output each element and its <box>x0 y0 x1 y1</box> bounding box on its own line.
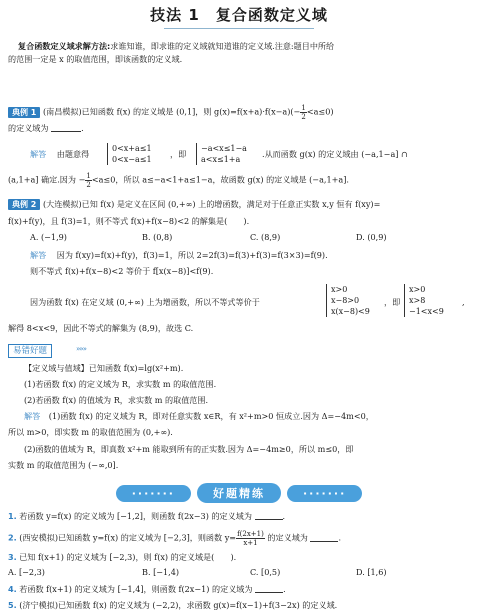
solution-label: 解答 <box>30 250 47 260</box>
example-2-line-2: f(x)+f(y)，且 f(3)=1，则不等式 f(x)+f(x−8)<2 的解集是( ). <box>8 216 250 226</box>
fraction-numerator: 1 <box>301 104 306 112</box>
example-2-solution-3b: ，即 <box>384 297 401 307</box>
intro-line-1: 求谁知谁，即求谁的定义域就知道谁的定义域.注意:题目中所给 <box>110 41 335 51</box>
example-3-solution-1a <box>24 410 470 423</box>
period: . <box>282 511 286 521</box>
page-title <box>0 4 478 29</box>
practice-section-header <box>0 482 478 503</box>
exercise-1-text: 若函数 y=f(x) 的定义域为 [−1,2]，则函数 f(2x−3) 的定义域为 <box>19 511 252 521</box>
period: . <box>81 123 84 133</box>
example-2-solution-2: 则不等式 f(x)+f(x−8)<2 等价于 f[x(x−8)]<f(9). <box>30 266 214 276</box>
solution-label: 解答 <box>30 149 47 159</box>
answer-blank <box>255 519 283 520</box>
exercise-3-option-b: B. [−1,4) <box>142 567 180 577</box>
solution-line-1: 因为 f(xy)=f(x)+f(y)，f(3)=1，所以 2=2f(3)=f(3)+f(3)=f(3×3)=f(9). <box>56 250 328 260</box>
system-a-row-2: x−8>0 <box>331 296 360 305</box>
answer-blank <box>255 592 283 593</box>
example-2-text-1: (大连模拟)已知 f(x) 是定义在区间 (0,+∞) 上的增函数，满足对于任意正实数 x,y 恒有 f(xy)= <box>42 199 381 209</box>
example-2-solution-1 <box>30 249 470 262</box>
solution-text-c-row <box>262 148 408 161</box>
example-1-solution-line-2 <box>8 172 470 189</box>
system-1-row-1: 0<x+a≤1 <box>112 144 152 153</box>
exercise-5 <box>8 599 470 612</box>
solution-text-b: ，即 <box>170 149 187 159</box>
exercise-2-text-b: 的定义域为 <box>267 532 308 543</box>
example-1-text-a: (南昌模拟)已知函数 f(x) 的定义域是 (0,1]，则 g(x)=f(x+a)·f(x−a)(− <box>42 106 301 117</box>
solution-label: 解答 <box>24 411 41 421</box>
right-dots-icon: ······· <box>287 485 362 502</box>
example-3-solution-2b: 实数 m 的取值范围为 (−∞,0]. <box>8 460 119 470</box>
intro-heading: 复合函数定义域求解方法: <box>18 41 111 51</box>
example-3-question-1: (1)若函数 f(x) 的定义域为 R，求实数 m 的取值范围. <box>24 379 217 389</box>
intro-line-2: 的范围一定是 x 的取值范围，即该函数的定义域. <box>8 54 183 64</box>
fraction-denominator: x+1 <box>243 539 258 547</box>
exercise-3 <box>8 551 470 564</box>
example-2-solution-4: 解得 8<x<9，因此不等式的解集为 (8,9)，故选 C. <box>8 323 194 333</box>
solution-line-1a: (1)函数 f(x) 的定义域为 R，即对任意实数 x∈R，有 x²+m>0 恒成立.因为 Δ=−4m<0， <box>48 411 374 421</box>
period: . <box>283 584 286 594</box>
title-underline <box>164 28 314 29</box>
practice-section-label: 好题精练 <box>197 483 281 503</box>
example-2-option-b: B. (0,8) <box>142 232 173 242</box>
fraction-numerator: 1 <box>86 172 91 180</box>
exercise-3-option-c: C. [0,5) <box>250 567 281 577</box>
system-a-row-3: x(x−8)<9 <box>331 307 370 316</box>
exercise-4-number: 4. <box>8 584 17 594</box>
exercise-2-text-a: (西安模拟)已知函数 y=f(x) 的定义域为 [−2,3]，则函数 y= <box>19 532 237 543</box>
example-3-title: 【定义域与值域】已知函数 f(x)=lg(x²+m). <box>24 363 184 373</box>
system-a <box>326 284 370 317</box>
solution-text-c: .从而函数 g(x) 的定义域由 (−a,1−a] ∩ <box>262 149 408 159</box>
example-3-question-2: (2)若函数 f(x) 的值域为 R，求实数 m 的取值范围. <box>24 395 209 405</box>
answer-blank <box>310 541 338 542</box>
page-title-text: 技法 1 复合函数定义域 <box>150 6 328 24</box>
exercise-2 <box>8 530 470 547</box>
system-2 <box>196 143 247 165</box>
example-3-solution-2a: (2)函数的值域为 R，即真数 x²+m 能取到所有的正实数.因为 Δ=−4m≥0，所以 m≤0，即 <box>24 444 354 454</box>
exercise-5-text: (济宁模拟)已知函数 f(x) 的定义域为 (−2,2)，求函数 g(x)=f(x−1)+f(3−2x) 的定义域. <box>19 600 338 610</box>
exercise-4-text: 若函数 f(x+1) 的定义域为 [−1,4]，则函数 f(2x−1) 的定义域为 <box>19 584 253 594</box>
exercise-3-number: 3. <box>8 552 17 562</box>
fraction-numerator: f(2x+1) <box>237 530 264 538</box>
left-dots-icon: ······· <box>116 485 191 502</box>
tag-arrows-icon: »»» <box>76 345 86 353</box>
example-2-solution-3c: , <box>462 297 465 307</box>
system-2-row-1: −a<x≤1−a <box>201 144 247 153</box>
example-2-option-a: A. (−1,9) <box>30 232 67 242</box>
exercise-3-option-d: D. [1,6) <box>356 567 387 577</box>
system-b-row-1: x>0 <box>409 285 426 294</box>
solution-2-text-b: <a≤0，所以 a≤−a<1+a≤1−a，故函数 g(x) 的定义域是 (−a,1+a]. <box>91 174 349 185</box>
example-2-solution-3a: 因为函数 f(x) 在定义域 (0,+∞) 上为增函数，所以不等式等价于 <box>30 297 260 307</box>
example-2-line-1 <box>8 198 470 211</box>
system-2-row-2: a<x≤1+a <box>201 155 241 164</box>
exercise-3-text: 已知 f(x+1) 的定义域为 [−2,3)，则 f(x) 的定义域是( ). <box>19 552 237 562</box>
system-b <box>404 284 444 317</box>
example-1-text-b: <a≤0) <box>306 106 334 117</box>
exercise-4 <box>8 583 470 596</box>
answer-blank <box>51 131 81 132</box>
solution-2-text-a: (a,1+a] 确定.因为 − <box>8 174 86 185</box>
error-prone-tag: 易错好题 <box>8 344 52 358</box>
exercise-2-fraction <box>236 530 265 547</box>
example-2-badge: 典例 2 <box>8 199 40 210</box>
exercise-2-number: 2. <box>8 532 17 543</box>
solution-text-a: 由题意得 <box>56 149 90 159</box>
period: . <box>338 532 342 543</box>
example-2-option-c: C. (8,9) <box>250 232 281 242</box>
exercise-1 <box>8 510 470 523</box>
exercise-3-option-a: A. [−2,3) <box>8 567 45 577</box>
exercise-5-number: 5. <box>8 600 17 610</box>
example-1-question: 的定义域为 <box>8 123 49 133</box>
example-1-badge: 典例 1 <box>8 107 40 118</box>
fraction-denominator: 2 <box>86 181 91 189</box>
system-a-row-1: x>0 <box>331 285 348 294</box>
system-b-row-3: −1<x<9 <box>409 307 444 316</box>
exercise-1-number: 1. <box>8 511 17 521</box>
example-3-solution-1b: 所以 m>0，即实数 m 的取值范围为 (0,+∞). <box>8 427 173 437</box>
intro-paragraph <box>8 40 470 66</box>
example-1-statement <box>8 104 470 121</box>
system-1-row-2: 0<x−a≤1 <box>112 155 152 164</box>
solution-connector <box>170 148 186 161</box>
example-1-line-2 <box>8 122 470 135</box>
system-1 <box>107 143 152 165</box>
fraction-denominator: 2 <box>301 113 306 121</box>
example-2-option-d: D. (0,9) <box>356 232 387 242</box>
system-b-row-2: x>8 <box>409 296 426 305</box>
